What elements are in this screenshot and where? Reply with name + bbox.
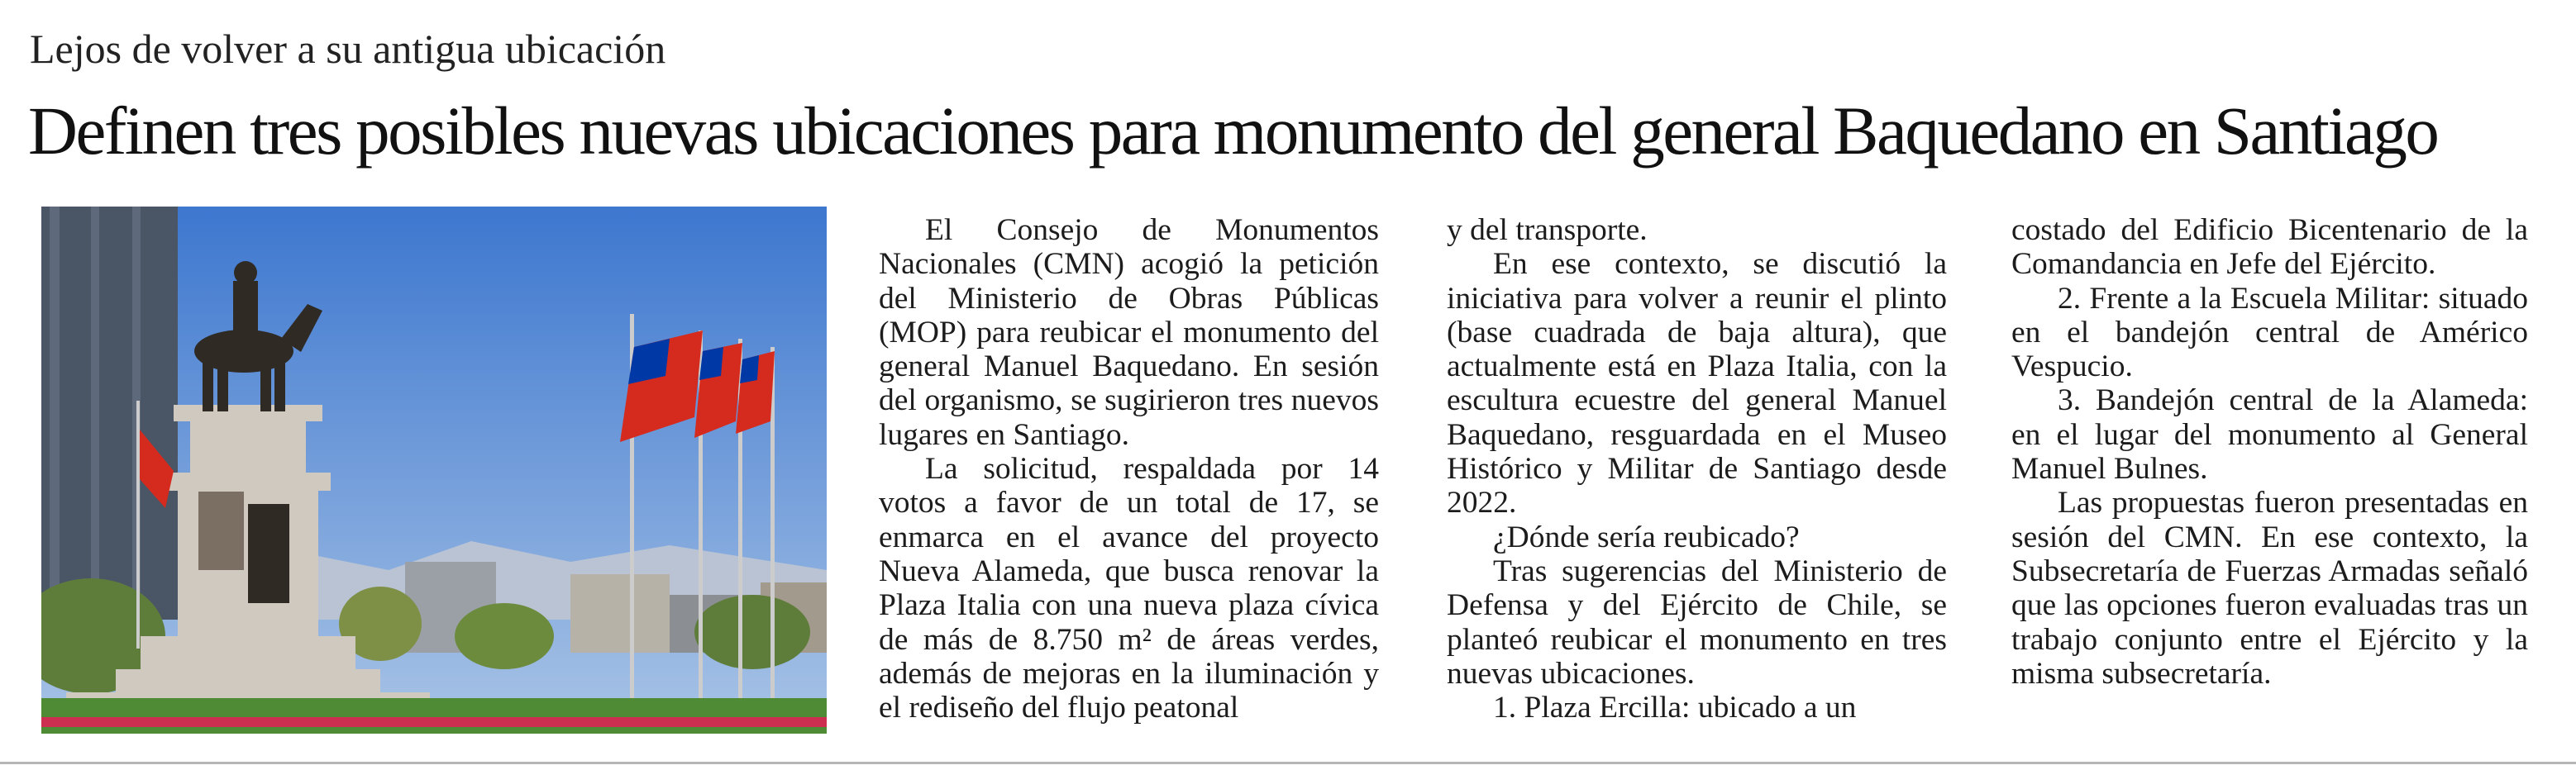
paragraph: El Consejo de Monumentos Nacionales (CMN) acogió la petición del Ministerio de Obras Públicas (MOP) para reubicar el monumento del general Manuel Baquedano. En sesión del organismo, se sugirieron tres nuevos lugares en Santiago. [879,213,1379,452]
paragraph: costado del Edificio Bicentenario de la Comandancia en Jefe del Ejército. [2011,213,2528,282]
bottom-rule [0,762,2576,764]
headline: Definen tres posibles nuevas ubicaciones para monumento del general Baquedano en Santiago [28,93,2438,169]
paragraph: 2. Frente a la Escuela Militar: situado en el bandejón central de Américo Vespucio. [2011,281,2528,384]
paragraph: La solicitud, respaldada por 14 votos a favor de un total de 17, se enmarca en el avance del proyecto Nueva Alameda, que busca renovar la Plaza Italia con una nueva plaza cívica de más de 8.750 m² de áreas verdes, además de mejoras en la iluminación y el rediseño del flujo peatonal [879,452,1379,725]
paragraph: y del transporte. [1447,213,1648,247]
paragraph: Tras sugerencias del Ministerio de Defensa y del Ejército de Chile, se planteó reubicar el monumento en tres nuevas ubicaciones. [1447,554,1947,691]
paragraph: Las propuestas fueron presentadas en sesión del CMN. En ese contexto, la Subsecretaría de Fuerzas Armadas señaló que las opciones fueron evaluadas tras un trabajo conjunto entre el Ejército y la misma subsecretaría. [2011,486,2528,691]
flower-bed [41,717,827,727]
monument-photo [41,207,827,734]
paragraph: 3. Bandejón central de la Alameda: en el lugar del monumento al General Manuel Bulnes. [2011,383,2528,487]
tall-building [41,207,178,620]
column-2 [1447,213,1947,725]
kicker: Lejos de volver a su antigua ubicación [30,26,666,72]
paragraph: 1. Plaza Ercilla: ubicado a un [1493,691,1857,725]
grass [41,698,827,734]
column-1 [879,213,1379,725]
subheading: ¿Dónde sería reubicado? [1493,520,1800,554]
column-3 [2011,213,2528,691]
paragraph: En ese contexto, se discutió la iniciativa para volver a reunir el plinto (base cuadrada de baja altura), que actualmente está en Plaza Italia, con la escultura ecuestre del general Manuel Baquedano, resguardada en el Museo Histórico y Militar de Santiago desde 2022. [1447,247,1947,520]
